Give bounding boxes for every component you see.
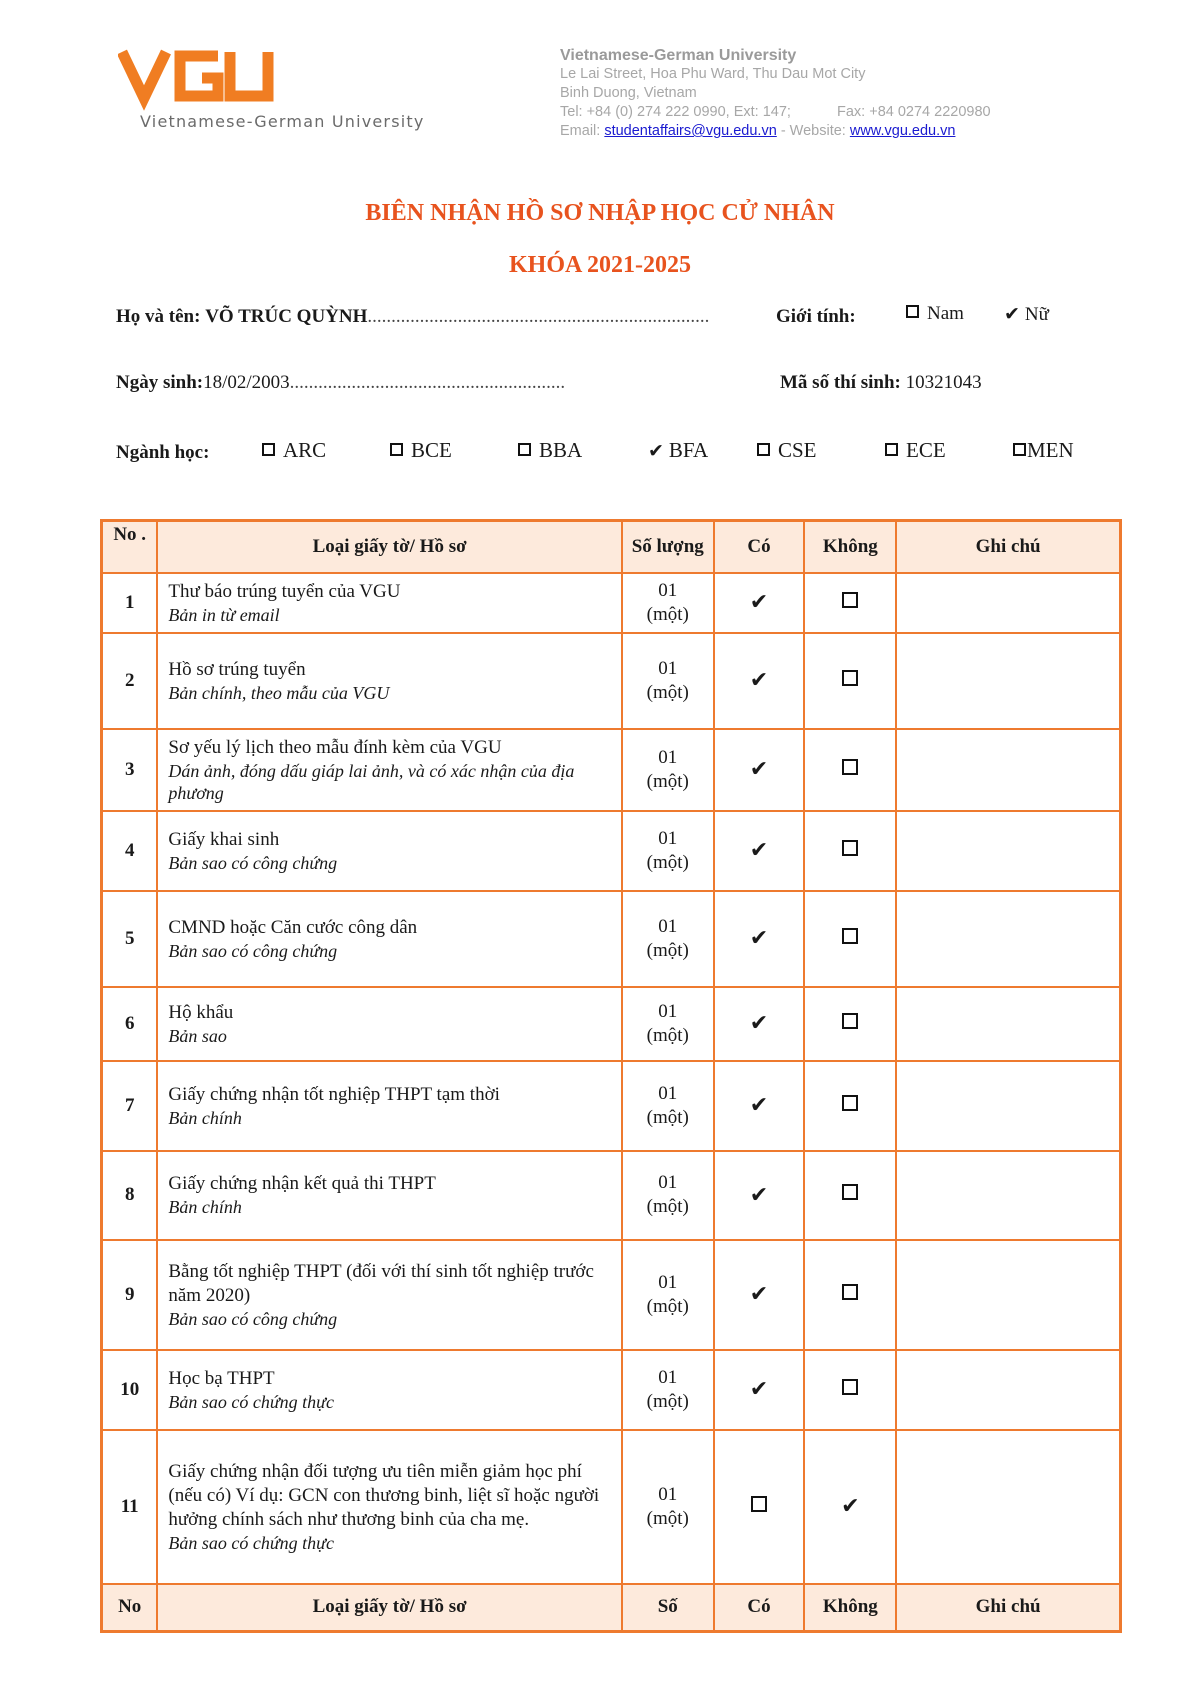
document-cell — [157, 1151, 621, 1240]
yes-cell[interactable] — [714, 1350, 805, 1430]
dob-dots: .......................................................... — [289, 372, 566, 393]
document-note: Bản sao có công chứng — [168, 852, 338, 873]
unchecked-box-icon — [906, 305, 919, 318]
yes-cell[interactable] — [714, 1151, 805, 1240]
note-cell[interactable] — [896, 1061, 1120, 1151]
quantity-words: (một) — [646, 1106, 689, 1128]
quantity-words: (một) — [646, 1295, 689, 1317]
document-checklist-table — [100, 519, 1122, 1633]
row-number: 11 — [102, 1430, 158, 1584]
logo-subtitle: Vietnamese-German University — [140, 112, 425, 131]
telephone: Tel: +84 (0) 274 222 0990, Ext: 147; — [560, 104, 791, 120]
quantity-number: 01 — [658, 746, 678, 768]
header-quantity: Số lượng — [622, 521, 714, 573]
address-line-2: Binh Duong, Vietnam — [560, 85, 697, 101]
document-note: Bản sao có công chứng — [168, 940, 338, 961]
major-option-ece[interactable] — [885, 438, 946, 463]
quantity-cell — [622, 1061, 714, 1151]
quantity-number: 01 — [658, 1172, 678, 1193]
major-code: CSE — [778, 438, 817, 462]
unchecked-box-icon — [751, 1496, 767, 1512]
header-no: No . — [102, 521, 158, 573]
document-title: Hộ khẩu — [168, 1001, 234, 1023]
quantity-number: 01 — [658, 1082, 678, 1104]
header-document: Loại giấy tờ/ Hồ sơ — [157, 521, 621, 573]
note-cell[interactable] — [896, 633, 1120, 729]
quantity-words: (một) — [646, 1390, 689, 1412]
document-title: CMND hoặc Căn cước công dân — [168, 916, 418, 938]
student-name: VÕ TRÚC QUỲNH — [205, 306, 368, 327]
checkmark-icon: ✔ — [749, 668, 769, 693]
major-option-men[interactable] — [1013, 438, 1074, 463]
note-cell[interactable] — [896, 811, 1120, 891]
quantity-cell — [622, 811, 714, 891]
major-option-cse[interactable] — [757, 438, 817, 463]
table-row — [102, 573, 1121, 633]
document-note: Bản chính — [168, 1107, 242, 1128]
document-cell — [157, 1061, 621, 1151]
quantity-cell — [622, 987, 714, 1061]
major-option-bfa[interactable] — [648, 438, 708, 463]
row-number: 9 — [102, 1240, 158, 1350]
name-dots: ........................................................................ — [367, 306, 710, 327]
document-title: Bằng tốt nghiệp THPT (đối với thí sinh tốt nghiệp trước năm 2020) — [168, 1260, 594, 1306]
table-row — [102, 811, 1121, 891]
document-cell — [157, 729, 621, 811]
row-number: 3 — [102, 729, 158, 811]
checkmark-icon: ✔ — [749, 1182, 769, 1208]
dob-label: Ngày sinh: — [116, 372, 204, 393]
unchecked-box-icon — [842, 1013, 858, 1029]
quantity-number: 01 — [658, 657, 678, 679]
footer-no: No — [102, 1584, 158, 1632]
unchecked-box-icon — [842, 592, 858, 608]
row-number: 2 — [102, 633, 158, 729]
checkmark-icon: ✔ — [1004, 303, 1020, 325]
row-number: 8 — [102, 1151, 158, 1240]
email-web-line — [560, 122, 991, 141]
document-cell — [157, 987, 621, 1061]
note-cell[interactable] — [896, 1240, 1120, 1350]
candidate-id-field — [780, 372, 982, 394]
document-note: Bản sao có chứng thực — [168, 1391, 334, 1412]
table-header-row — [102, 521, 1121, 573]
table-row — [102, 1240, 1121, 1350]
document-title: Thư báo trúng tuyển của VGU — [168, 580, 401, 602]
quantity-number: 01 — [658, 1366, 678, 1388]
document-title: Học bạ THPT — [168, 1367, 275, 1389]
vgu-logo — [118, 46, 418, 146]
checkmark-icon: ✔ — [749, 1011, 769, 1036]
document-note: Bản chính — [168, 1197, 242, 1217]
quantity-words: (một) — [646, 1024, 689, 1046]
unchecked-box-icon — [842, 840, 858, 856]
document-note: Bản sao — [168, 1025, 227, 1046]
dob-field — [116, 372, 565, 394]
no-cell[interactable] — [804, 633, 896, 729]
quantity-cell — [622, 573, 714, 633]
email-link[interactable]: studentaffairs@vgu.edu.vn — [604, 123, 777, 139]
quantity-cell — [622, 1430, 714, 1584]
no-cell[interactable] — [804, 1240, 896, 1350]
dob-value: 18/02/2003 — [203, 372, 290, 393]
table-row — [102, 987, 1121, 1061]
header-note: Ghi chú — [896, 521, 1120, 573]
quantity-cell — [622, 1350, 714, 1430]
no-cell[interactable] — [804, 891, 896, 987]
document-note: Bản sao có chứng thực — [168, 1532, 334, 1553]
major-code: ARC — [283, 438, 327, 462]
quantity-number: 01 — [658, 579, 678, 601]
unchecked-box-icon — [842, 670, 858, 686]
document-cell — [157, 811, 621, 891]
note-cell[interactable] — [896, 1350, 1120, 1430]
yes-cell[interactable] — [714, 633, 805, 729]
website-label: - Website: — [780, 123, 846, 139]
footer-quantity: Số — [622, 1584, 714, 1632]
document-title: Giấy chứng nhận đối tượng ưu tiên miễn giảm học phí (nếu có) Ví dụ: GCN con thương binh, liệt sĩ hoặc người hưởng chính sách như thương binh của cha mẹ. — [168, 1460, 600, 1530]
note-cell[interactable] — [896, 987, 1120, 1061]
quantity-number: 01 — [658, 827, 678, 849]
student-name-field — [116, 306, 709, 328]
no-cell[interactable] — [804, 1061, 896, 1151]
checkmark-icon: ✔ — [749, 926, 769, 951]
checkmark-icon: ✔ — [749, 1282, 769, 1307]
no-cell[interactable] — [804, 811, 896, 891]
name-label: Họ và tên: — [116, 306, 201, 327]
checkmark-icon: ✔ — [749, 757, 769, 782]
unchecked-box-icon — [262, 443, 275, 456]
document-note: Bản in từ email — [168, 604, 280, 625]
document-cell — [157, 573, 621, 633]
document-cell — [157, 891, 621, 987]
quantity-words: (một) — [646, 681, 689, 703]
email-label: Email: — [560, 123, 601, 139]
website-link[interactable]: www.vgu.edu.vn — [849, 123, 956, 139]
candidate-id-value: 10321043 — [905, 372, 982, 393]
quantity-cell — [622, 633, 714, 729]
document-note: Bản chính, theo mẫu của VGU — [168, 682, 390, 703]
yes-cell[interactable] — [714, 573, 805, 633]
table-row — [102, 729, 1121, 811]
table-row — [102, 1350, 1121, 1430]
quantity-number: 01 — [658, 1000, 678, 1022]
document-note: Dán ảnh, đóng dấu giáp lai ảnh, và có xác nhận của địa phương — [168, 760, 575, 803]
row-number: 1 — [102, 573, 158, 633]
yes-cell[interactable] — [714, 811, 805, 891]
major-code: BCE — [411, 438, 452, 462]
no-cell[interactable] — [804, 987, 896, 1061]
checkmark-icon: ✔ — [648, 440, 664, 462]
row-number: 10 — [102, 1350, 158, 1430]
no-cell[interactable] — [804, 729, 896, 811]
note-cell[interactable] — [896, 1430, 1120, 1584]
table-row — [102, 1430, 1121, 1584]
table-row — [102, 891, 1121, 987]
document-title: Giấy khai sinh — [168, 828, 280, 850]
footer-note: Ghi chú — [896, 1584, 1120, 1632]
contact-block — [560, 46, 991, 141]
document-title: Giấy chứng nhận tốt nghiệp THPT tạm thời — [168, 1083, 500, 1105]
footer-document: Loại giấy tờ/ Hồ sơ — [157, 1584, 621, 1632]
no-cell[interactable] — [804, 573, 896, 633]
major-code: BFA — [668, 438, 709, 462]
no-cell[interactable] — [804, 1151, 896, 1240]
table-row — [102, 633, 1121, 729]
major-option-bba[interactable] — [518, 438, 582, 463]
quantity-words: (một) — [646, 1196, 689, 1217]
major-option-arc[interactable] — [262, 438, 326, 463]
quantity-cell — [622, 729, 714, 811]
university-name: Vietnamese-German University — [560, 47, 797, 64]
yes-cell[interactable] — [714, 891, 805, 987]
major-code: MEN — [1027, 438, 1074, 462]
document-title: BIÊN NHẬN HỒ SƠ NHẬP HỌC CỬ NHÂN — [365, 200, 835, 226]
unchecked-box-icon — [842, 759, 858, 775]
unchecked-box-icon — [518, 443, 531, 456]
unchecked-box-icon — [757, 443, 770, 456]
footer-yes: Có — [714, 1584, 805, 1632]
note-cell[interactable] — [896, 729, 1120, 811]
unchecked-box-icon — [842, 1284, 858, 1300]
unchecked-box-icon — [842, 928, 858, 944]
quantity-words: (một) — [646, 770, 689, 792]
major-label: Ngành học: — [116, 442, 210, 463]
address-line-1: Le Lai Street, Hoa Phu Ward, Thu Dau Mot City — [560, 66, 866, 82]
header-no-col: Không — [804, 521, 896, 573]
checkmark-icon: ✔ — [749, 1377, 769, 1402]
quantity-words: (một) — [646, 939, 689, 961]
document-title: Hồ sơ trúng tuyển — [168, 658, 306, 680]
note-cell[interactable] — [896, 891, 1120, 987]
unchecked-box-icon — [1013, 443, 1026, 456]
no-cell[interactable] — [804, 1430, 896, 1584]
phone-fax-line — [560, 103, 991, 122]
table-row — [102, 1061, 1121, 1151]
unchecked-box-icon — [842, 1095, 858, 1111]
document-cell — [157, 1430, 621, 1584]
unchecked-box-icon — [842, 1379, 858, 1395]
quantity-cell — [622, 1240, 714, 1350]
yes-cell[interactable] — [714, 1430, 805, 1584]
document-cell — [157, 633, 621, 729]
document-cell — [157, 1240, 621, 1350]
major-code: ECE — [906, 438, 946, 462]
major-code: BBA — [539, 438, 583, 462]
quantity-cell — [622, 1151, 714, 1240]
yes-cell[interactable] — [714, 1061, 805, 1151]
row-number: 4 — [102, 811, 158, 891]
yes-cell[interactable] — [714, 987, 805, 1061]
unchecked-box-icon — [390, 443, 403, 456]
document-title: Sơ yếu lý lịch theo mẫu đính kèm của VGU — [168, 736, 502, 758]
quantity-number: 01 — [658, 1483, 678, 1505]
footer-no-col: Không — [804, 1584, 896, 1632]
checkmark-icon: ✔ — [749, 1093, 769, 1118]
fax: Fax: +84 0274 2220980 — [837, 104, 991, 120]
checkmark-icon: ✔ — [749, 838, 769, 863]
quantity-number: 01 — [658, 1271, 678, 1293]
note-cell[interactable] — [896, 1151, 1120, 1240]
gender-female-option[interactable]: ✔ Nữ — [1004, 303, 1049, 325]
candidate-id-label: Mã số thí sinh: — [780, 372, 901, 393]
table-footer-row — [102, 1584, 1121, 1632]
quantity-cell — [622, 891, 714, 987]
note-cell[interactable] — [896, 573, 1120, 633]
checkmark-icon: ✔ — [749, 590, 769, 615]
yes-cell[interactable] — [714, 1240, 805, 1350]
row-number: 7 — [102, 1061, 158, 1151]
quantity-words: (một) — [646, 603, 689, 625]
table-row — [102, 1151, 1121, 1240]
major-option-bce[interactable] — [390, 438, 452, 463]
gender-male-option[interactable]: Nam — [906, 303, 964, 325]
quantity-number: 01 — [658, 915, 678, 937]
yes-cell[interactable] — [714, 729, 805, 811]
unchecked-box-icon — [842, 1184, 858, 1200]
document-cell — [157, 1350, 621, 1430]
document-note: Bản sao có công chứng — [168, 1308, 338, 1329]
quantity-words: (một) — [646, 1507, 689, 1529]
unchecked-box-icon — [885, 443, 898, 456]
checkmark-icon: ✔ — [841, 1494, 860, 1519]
header-yes: Có — [714, 521, 805, 573]
gender-label: Giới tính: — [776, 306, 856, 327]
no-cell[interactable] — [804, 1350, 896, 1430]
row-number: 6 — [102, 987, 158, 1061]
document-subtitle: KHÓA 2021-2025 — [508, 252, 691, 278]
row-number: 5 — [102, 891, 158, 987]
document-title: Giấy chứng nhận kết quả thi THPT — [168, 1173, 436, 1194]
quantity-words: (một) — [646, 851, 689, 873]
